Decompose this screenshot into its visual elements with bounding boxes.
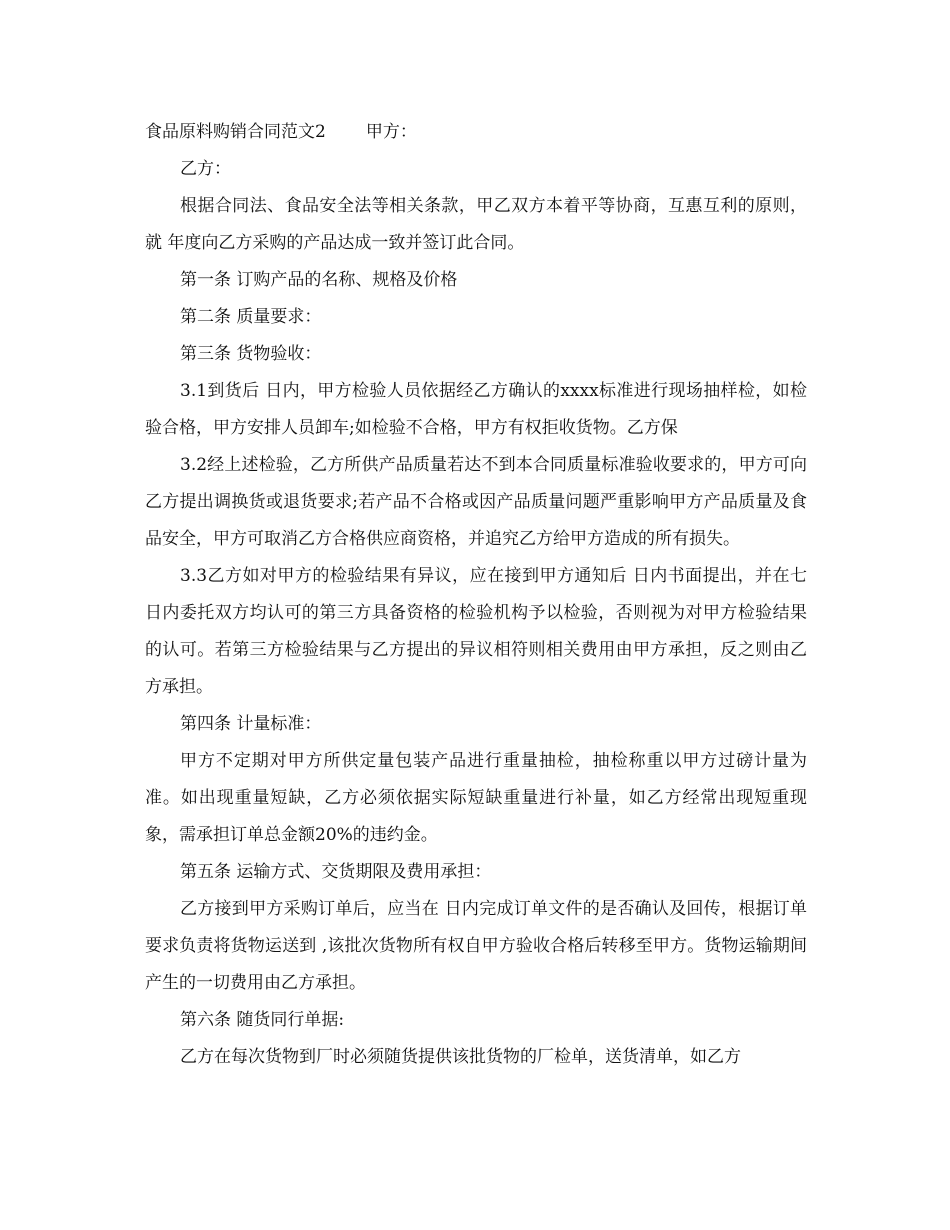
article-4-heading: 第四条 计量标准：: [180, 714, 322, 734]
article-5-heading: 第五条 运输方式、交货期限及费用承担：: [180, 862, 492, 882]
article-2-heading: 第二条 质量要求：: [180, 307, 322, 327]
article-1-heading: 第一条 订购产品的名称、规格及价格: [180, 270, 458, 290]
document-title: 食品原料购销合同范文2: [145, 122, 326, 142]
article-3-heading: 第三条 货物验收：: [180, 344, 322, 364]
article-5-body: 乙方接到甲方采购订单后，应当在 日内完成订单文件的是否确认及回传，根据订单要求负责将货物运送到 ,该批次货物所有权自甲方验收合格后转移至甲方。货物运输期间产生的一切费用由乙方承担。: [145, 899, 807, 993]
clause-3-1: 3.1到货后 日内，甲方检验人员依据经乙方确认的xxxx标准进行现场抽样检，如检验合格，甲方安排人员卸车;如检验不合格，甲方有权拒收货物。乙方保: [145, 381, 807, 438]
title-line: [145, 114, 807, 151]
party-b-label: 乙方：: [180, 159, 231, 179]
article-6-heading: 第六条 随货同行单据:: [180, 1010, 345, 1030]
clause-3-3: 3.3乙方如对甲方的检验结果有异议，应在接到甲方通知后 日内书面提出，并在七日内委托双方均认可的第三方具备资格的检验机构予以检验，否则视为对甲方检验结果的认可。若第三方检验结果与乙方提出的异议相符则相关费用由甲方承担，反之则由乙方承担。: [145, 566, 807, 697]
article-4-body: 甲方不定期对甲方所供定量包装产品进行重量抽检，抽检称重以甲方过磅计量为准。如出现重量短缺，乙方必须依据实际短缺重量进行补量，如乙方经常出现短重现象，需承担订单总金额20%的违约金。: [145, 751, 807, 845]
document-body: [145, 114, 807, 1076]
preamble-paragraph: 根据合同法、食品安全法等相关条款，甲乙双方本着平等协商，互惠互利的原则，就 年度向乙方采购的产品达成一致并签订此合同。: [145, 196, 807, 253]
article-6-body: 乙方在每次货物到厂时必须随货提供该批货物的厂检单，送货清单，如乙方: [180, 1047, 741, 1067]
party-a-label: 甲方：: [365, 122, 417, 142]
clause-3-2: 3.2经上述检验，乙方所供产品质量若达不到本合同质量标准验收要求的，甲方可向乙方提出调换货或退货要求;若产品不合格或因产品质量问题严重影响甲方产品质量及食品安全，甲方可取消乙方合格供应商资格，并追究乙方给甲方造成的所有损失。: [145, 455, 807, 549]
